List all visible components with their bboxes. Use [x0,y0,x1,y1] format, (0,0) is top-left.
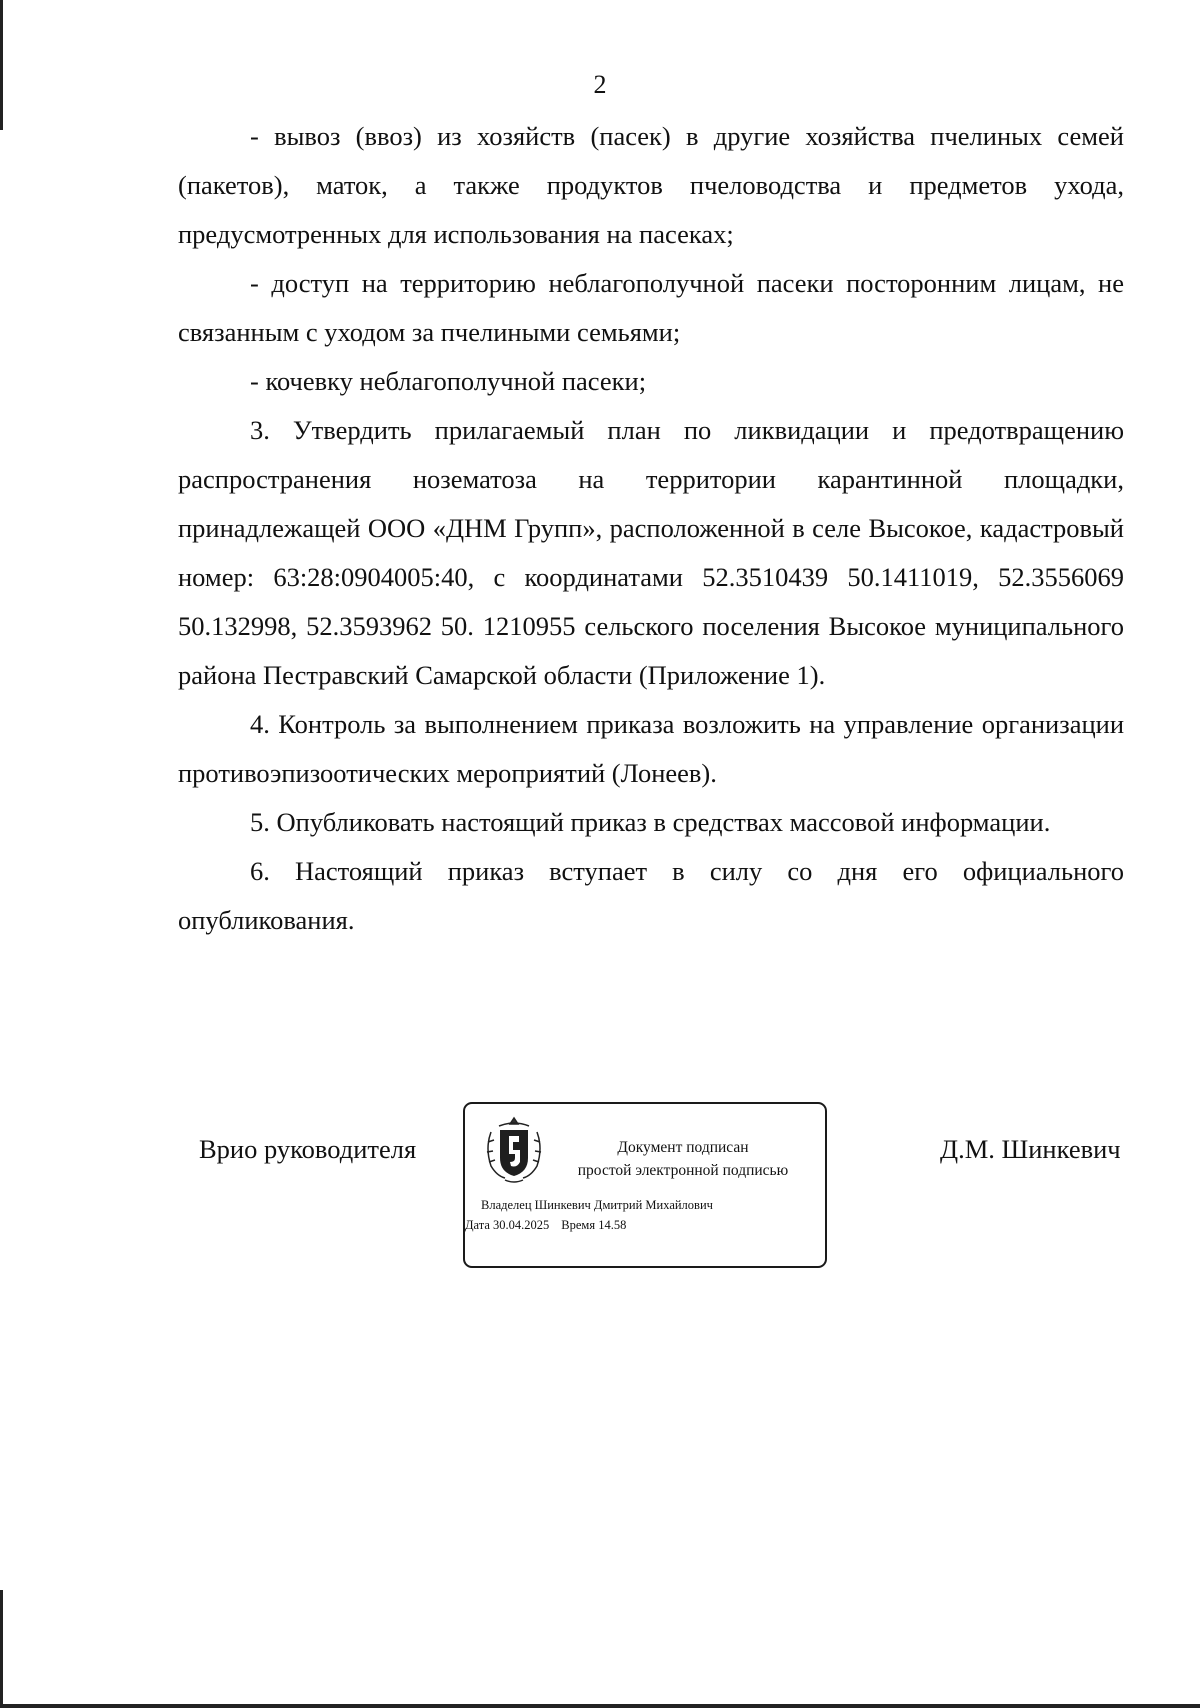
electronic-signature-stamp [463,1102,827,1268]
stamp-date: Дата 30.04.2025 [465,1218,550,1232]
stamp-time: Время 14.58 [561,1218,627,1232]
paragraph-item: - доступ на территорию неблагополучной пасеки посторонним лицам, не связанным с уходом за пчелиными семьями; [178,268,1124,347]
stamp-title-line: простой электронной подписью [577,1162,789,1179]
paragraph-item: 6. Настоящий приказ вступает в силу со дня его официального опубликования. [178,856,1124,935]
scan-edge [0,1704,1200,1708]
paragraph-item: - вывоз (ввоз) из хозяйств (пасек) в другие хозяйства пчелиных семей (пакетов), маток, а также продуктов пчеловодства и предметов ухода, предусмотренных для использования на пасеках; [178,121,1124,249]
scan-edge [0,0,3,130]
signer-name: Д.М. Шинкевич [940,1134,1121,1164]
scan-edge [0,1590,3,1708]
stamp-datetime [465,1218,638,1233]
paragraph-item: 5. Опубликовать настоящий приказ в средствах массовой информации. [250,807,1051,837]
paragraph-item: 3. Утвердить прилагаемый план по ликвидации и предотвращению распространения нозематоза на территории карантинной площадки, принадлежащей ООО «ДНМ Групп», расположенной в селе Высокое, кадастровый номер: 63:28:0904005:40, с координатами 52.3510439 50.1411019, 52.3556069 50.132998, 52.3593962 50. 1210955 сельского поселения Высокое муниципального района Пестравский Самарской области (Приложение 1). [178,415,1124,690]
samara-coat-of-arms-icon [483,1114,545,1186]
document-body [178,112,1124,945]
signer-position: Врио руководителя [199,1134,417,1164]
paragraph-item: 4. Контроль за выполнением приказа возложить на управление организации противоэпизоотических мероприятий (Лонеев). [178,709,1124,788]
stamp-owner: Владелец Шинкевич Дмитрий Михайлович [481,1198,713,1212]
paragraph-item: - кочевку неблагополучной пасеки; [250,366,647,396]
stamp-title-line: Документ подписан [617,1139,749,1156]
signature-block [0,1100,1200,1270]
page-number: 2 [593,70,607,99]
stamp-title [549,1136,817,1182]
